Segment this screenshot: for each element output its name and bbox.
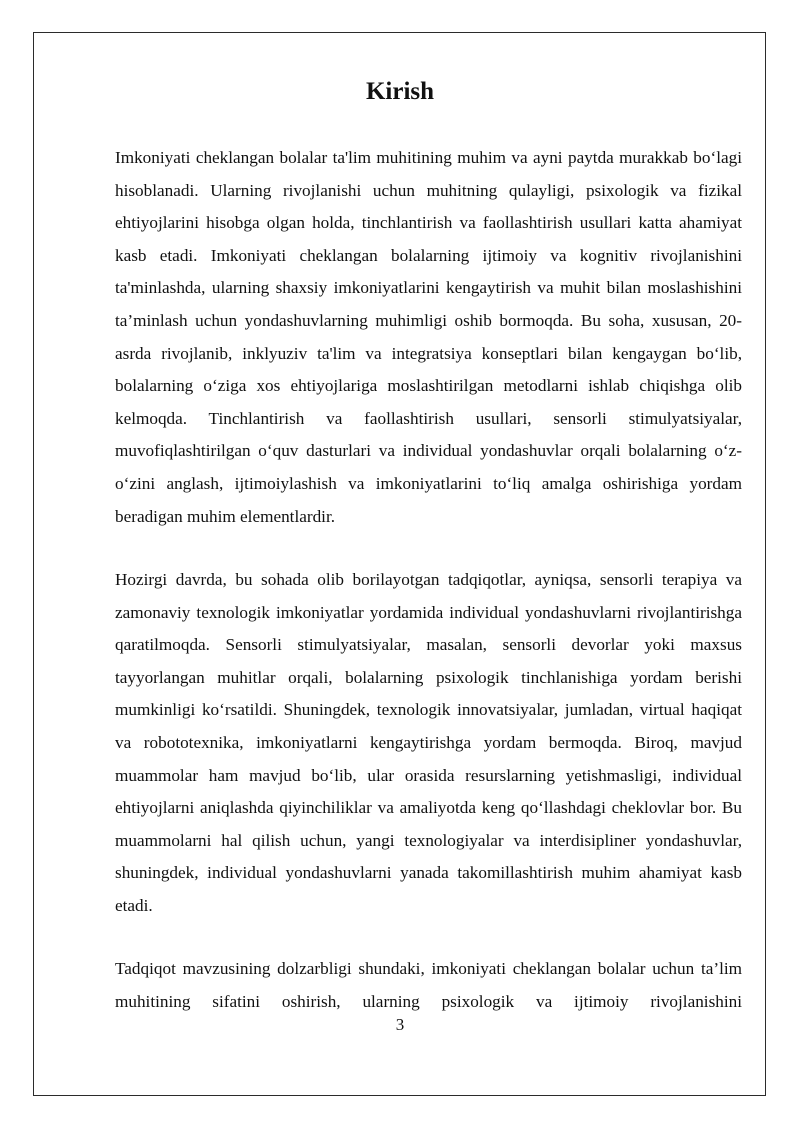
page-title: Kirish [365,78,435,105]
paragraph-introduction: Imkoniyati cheklangan bolalar ta'lim muhitining muhim va ayni paytda murakkab bo‘lagi hisoblanadi. Ularning rivojlanishi uchun muhitning qulayligi, psixologik va fizikal ehtiyojlarini hisobga olgan holda, tinchlantirish va faollashtirish usullari katta ahamiyat kasb etadi. Imkoniyati cheklangan bolalarning ijtimoiy va kognitiv rivojlanishini ta'minlashda, ularning shaxsiy imkoniyatlarini kengaytirish va muhit bilan moslashishini ta’minlash uchun yondashuvlarning muhimligi oshib bormoqda. Bu soha, xususan, 20-asrda rivojlanib, inklyuziv ta'lim va integratsiya konseptlari bilan kengaygan bo‘lib, bolalarning o‘ziga xos ehtiyojlariga moslashtirilgan metodlarni ishlab chiqishga olib kelmoqda. Tinchlantirish va faollashtirish usullari, sensorli stimulyatsiyalar, muvofiqlashtirilgan o‘quv dasturlari va individual yondashuvlar orqali bolalarning o‘z-o‘zini anglash, ijtimoiylashish va imkoniyatlarini to‘liq amalga oshirishiga yordam beradigan muhim elementlardir. [115,148,742,526]
paragraph-relevance: Tadqiqot mavzusining dolzarbligi shundaki, imkoniyati cheklangan bolalar uchun ta’lim muhitining sifatini oshirish, ularning psixologik va ijtimoiy rivojlanishini [115,959,742,1011]
page-number: 3 [395,1015,405,1034]
paragraph-current-research: Hozirgi davrda, bu sohada olib borilayotgan tadqiqotlar, ayniqsa, sensorli terapiya va zamonaviy texnologik imkoniyatlar yordamida individual yondashuvlarni rivojlantirishga qaratilmoqda. Sensorli stimulyatsiyalar, masalan, sensorli devorlar yoki maxsus tayyorlangan muhitlar orqali, bolalarning psixologik tinchlanishiga yordam berishi mumkinligi ko‘rsatildi. Shuningdek, texnologik innovatsiyalar, jumladan, virtual haqiqat va robototexnika, imkoniyatlarni kengaytirishga yordam bermoqda. Biroq, mavjud muammolar ham mavjud bo‘lib, ular orasida resurslarning yetishmasligi, individual ehtiyojlarni aniqlashda qiyinchiliklar va amaliyotda keng qo‘llashdagi cheklovlar bor. Bu muammolarni hal qilish uchun, yangi texnologiyalar va interdisipliner yondashuvlar, shuningdek, individual yondashuvlarni yanada takomillashtirish muhim ahamiyat kasb etadi. [115,570,742,915]
